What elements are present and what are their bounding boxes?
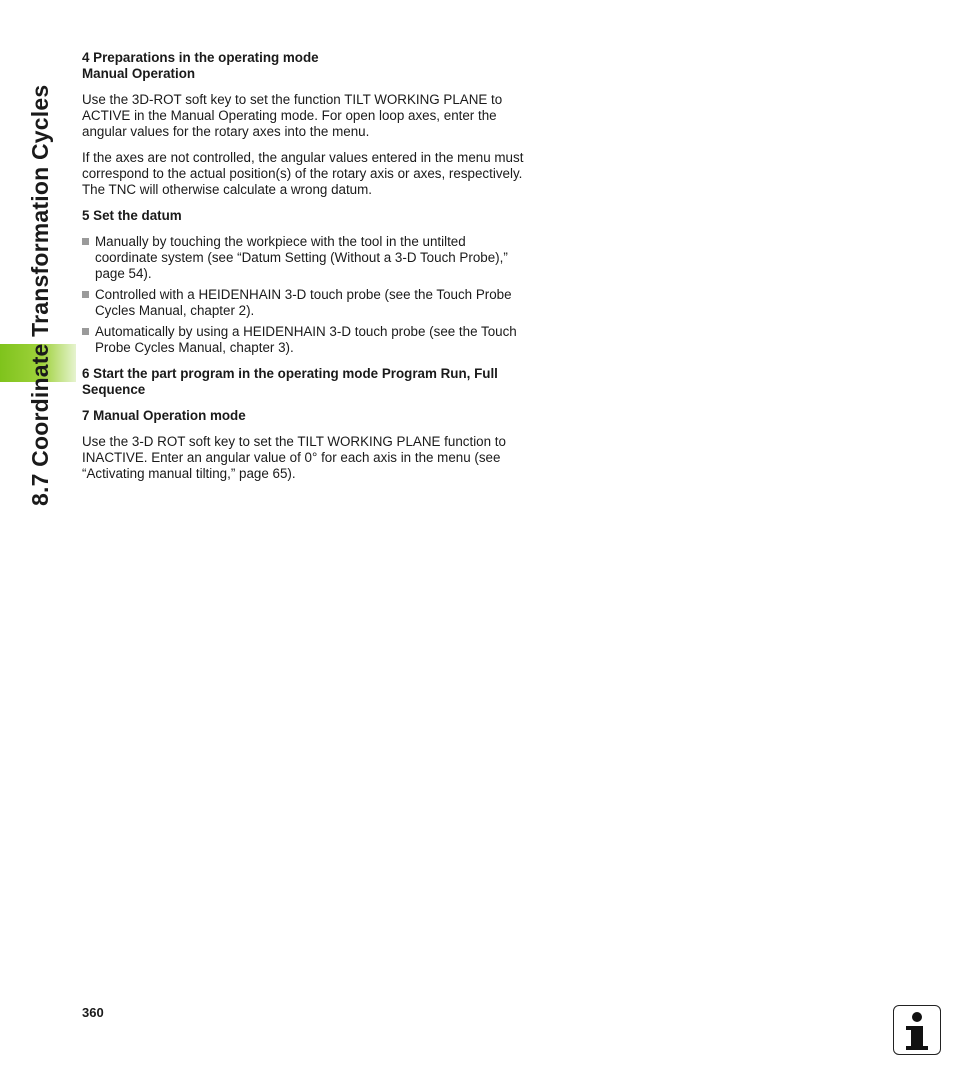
step5-bullet-list: [82, 234, 527, 356]
step6-title: 6 Start the part program in the operating mode Program Run, Full Sequence: [82, 366, 498, 397]
page-number: 360: [82, 1005, 104, 1020]
chapter-title: 8.7 Coordinate Transformation Cycles: [27, 84, 53, 506]
square-bullet-icon: [82, 291, 89, 298]
step4-paragraph-1: Use the 3D-ROT soft key to set the function TILT WORKING PLANE to ACTIVE in the Manual Operating mode. For open loop axes, enter the angular values for the rotary axes into the menu.: [82, 92, 503, 139]
list-item-text: Automatically by using a HEIDENHAIN 3-D touch probe (see the Touch Probe Cycles Manual, chapter 3).: [95, 324, 517, 355]
main-content: [82, 50, 527, 482]
list-item: [82, 324, 527, 356]
square-bullet-icon: [82, 328, 89, 335]
step7-title: 7 Manual Operation mode: [82, 408, 246, 423]
step4-paragraph-2: If the axes are not controlled, the angular values entered in the menu must correspond to the actual position(s) of the rotary axis or axes, respectively. The TNC will otherwise calculate a wrong datum.: [82, 150, 524, 197]
list-item: [82, 287, 527, 319]
list-item-text: Controlled with a HEIDENHAIN 3-D touch probe (see the Touch Probe Cycles Manual, chapter 2).: [95, 287, 512, 318]
list-item: [82, 234, 527, 282]
square-bullet-icon: [82, 238, 89, 245]
step4-subtitle: Manual Operation: [82, 66, 196, 81]
step7-paragraph: Use the 3-D ROT soft key to set the TILT WORKING PLANE function to INACTIVE. Enter an angular value of 0° for each axis in the menu (see “Activating manual tilting,” page 65).: [82, 434, 506, 481]
step4-title: 4 Preparations in the operating mode: [82, 50, 319, 65]
list-item-text: Manually by touching the workpiece with the tool in the untilted coordinate system (see “Datum Setting (Without a 3-D Touch Probe),” page 54).: [95, 234, 508, 281]
info-icon: [893, 1005, 941, 1055]
step5-title: 5 Set the datum: [82, 208, 182, 223]
